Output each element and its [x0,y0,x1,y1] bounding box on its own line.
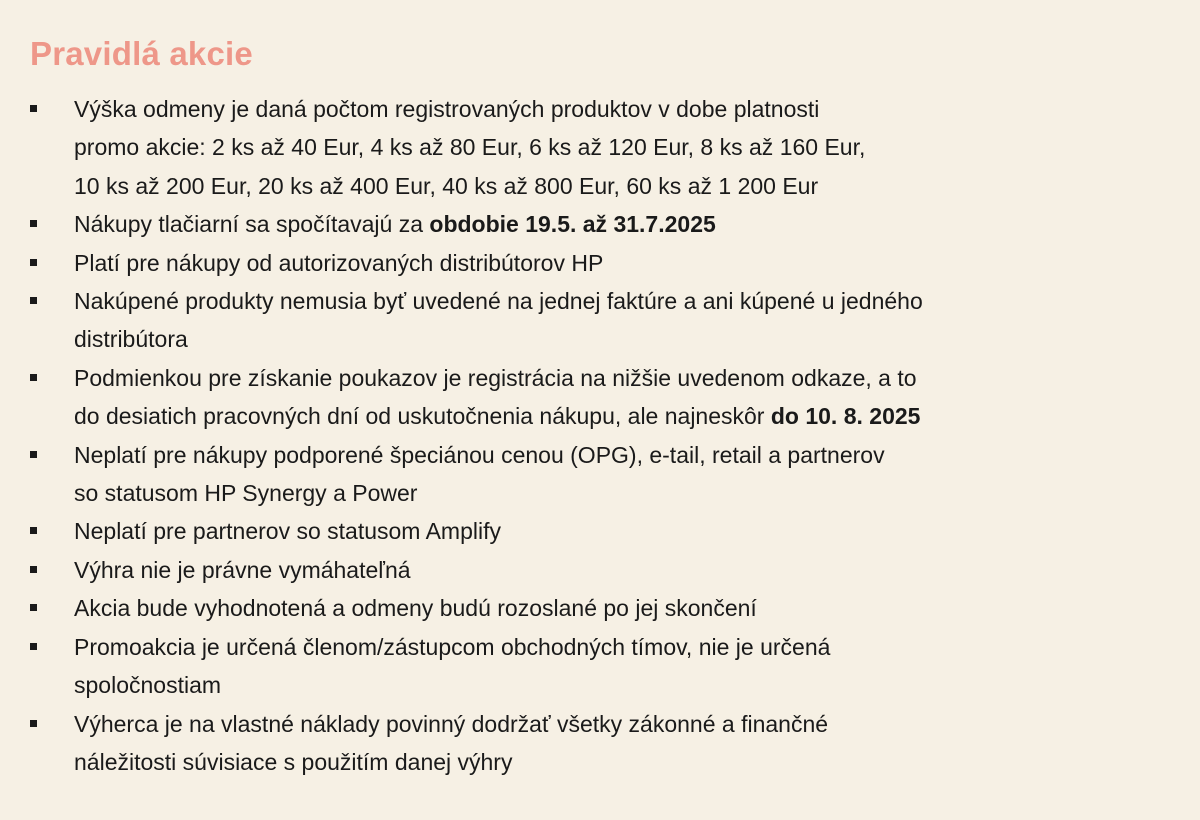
rule-line [74,205,1160,243]
rule-not-enforceable [30,551,1160,589]
rules-list [30,90,1160,781]
bullet-icon [30,643,37,650]
rule-registration [30,359,1160,436]
rule-line: Výška odmeny je daná počtom registrovaných produktov v dobe platnosti [74,96,820,122]
rule-line: Neplatí pre nákupy podporené špeciánou cenou (OPG), e-tail, retail a partnerov [74,441,885,468]
rule-line: distribútora [74,326,188,353]
rule-line: náležitosti súvisiace s použitím danej výhry [74,748,513,775]
rule-line: so statusom HP Synergy a Power [74,480,418,507]
rule-line: Platí pre nákupy od autorizovaných distribútorov HP [74,249,604,276]
rule-line: Nakúpené produkty nemusia byť uvedené na jednej faktúre a ani kúpené u jedného [74,288,923,315]
bullet-icon [30,720,37,727]
rule-winner-obligations [30,705,1160,782]
bullet-icon [30,527,37,534]
section-title: Pravidlá akcie [30,35,253,72]
bullet-icon [30,105,37,112]
bullet-icon [30,451,37,458]
rule-line: spoločnostiam [74,672,222,699]
rule-line: Výhra nie je právne vymáhateľná [74,556,411,583]
rule-period-highlight: obdobie 19.5. až 31.7.2025 [429,211,716,238]
rule-target-audience [30,628,1160,705]
rule-evaluation [30,589,1160,627]
rule-line: Promoakcia je určená členom/zástupcom obchodných tímov, nie je určená [74,633,831,660]
bullet-icon [30,297,37,304]
bullet-icon [30,220,37,227]
bullet-icon [30,604,37,611]
rule-line: Neplatí pre partnerov so statusom Amplify [74,518,501,545]
rule-line: Akcia bude vyhodnotená a odmeny budú rozoslané po jej skončení [74,595,757,622]
bullet-icon [30,374,37,381]
rule-line: promo akcie: 2 ks až 40 Eur, 4 ks až 80 Eur, 6 ks až 120 Eur, 8 ks až 160 Eur, [74,134,866,161]
bullet-icon [30,566,37,573]
rule-line: Podmienkou pre získanie poukazov je registrácia na nižšie uvedenom odkaze, a to [74,364,917,391]
rule-line: 10 ks až 200 Eur, 20 ks až 400 Eur, 40 ks až 800 Eur, 60 ks až 1 200 Eur [74,172,819,199]
bullet-icon [30,259,37,266]
rule-line [74,397,1160,435]
rule-authorized-distributors [30,244,1160,282]
rule-line: Výherca je na vlastné náklady povinný dodržať všetky zákonné a finančné [74,710,829,737]
rule-purchase-period [30,205,1160,243]
rule-reward-amount [30,90,1160,205]
rule-text: do desiatich pracovných dní od uskutočnenia nákupu, ale najneskôr [74,403,771,430]
rule-exclusions-pricing [30,436,1160,513]
rule-exclusion-amplify [30,512,1160,550]
rule-text: Nákupy tlačiarní sa spočítavajú za [74,211,430,238]
rule-invoices [30,282,1160,359]
rule-deadline-highlight: do 10. 8. 2025 [770,403,921,430]
